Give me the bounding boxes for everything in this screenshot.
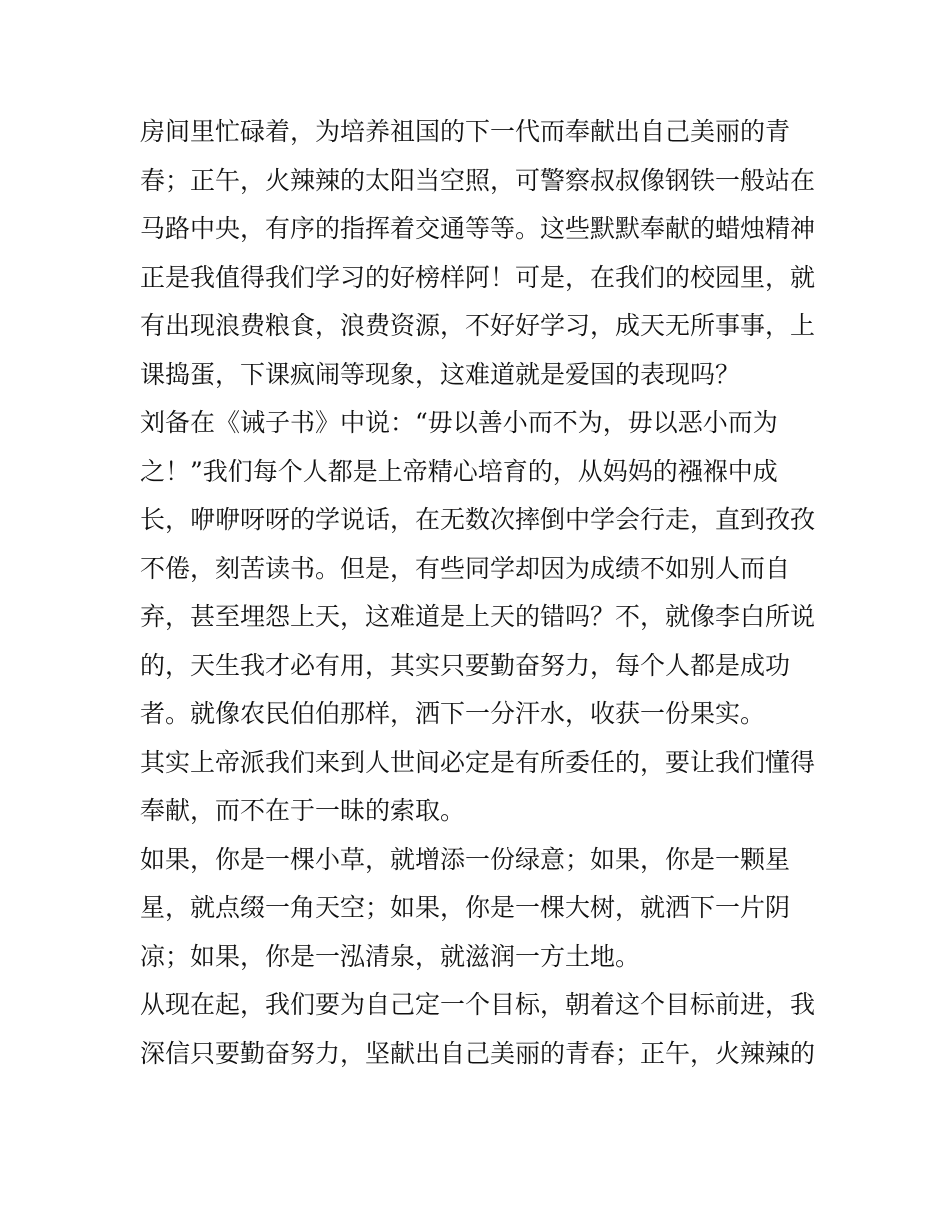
text-line: 春；正午，火辣辣的太阳当空照，可警察叔叔像钢铁一般站在	[140, 165, 816, 195]
text-line: 者。就像农民伯伯那样，洒下一分汗水，收获一份果实。	[140, 699, 766, 728]
text-line: 奉献，而不在于一昧的索取。	[140, 796, 466, 825]
text-line: 从现在起，我们要为自己定一个目标，朝着这个目标前进，我	[140, 990, 816, 1019]
text-line: 星，就点缀一角天空；如果，你是一棵大树，就洒下一片阴	[140, 893, 791, 922]
text-line: 之！”我们每个人都是上帝精心培育的，从妈妈的襁褓中成	[140, 456, 778, 486]
text-line: 弃，甚至埋怨上天，这难道是上天的错吗？不，就像李白所说	[140, 602, 816, 631]
text-line: 房间里忙碌着，为培养祖国的下一代而奉献出自己美丽的青	[140, 117, 791, 146]
text-line: 深信只要勤奋努力，坚献出自己美丽的青春；正午，火辣辣的	[140, 1038, 816, 1068]
text-line: 凉；如果，你是一泓清泉，就滋润一方土地。	[140, 941, 641, 971]
text-line: 课捣蛋，下课疯闹等现象，这难道就是爱国的表现吗？	[140, 359, 741, 389]
text-line: 的，天生我才必有用，其实只要勤奋努力，每个人都是成功	[140, 650, 791, 680]
text-line: 马路中央，有序的指挥着交通等等。这些默默奉献的蜡烛精神	[140, 214, 816, 243]
essay-text	[140, 108, 820, 1078]
text-line: 有出现浪费粮食，浪费资源，不好好学习，成天无所事事，上	[140, 311, 816, 340]
text-line: 如果，你是一棵小草，就增添一份绿意；如果，你是一颗星	[140, 844, 791, 874]
text-line: 长，咿咿呀呀的学说话，在无数次摔倒中学会行走，直到孜孜	[140, 505, 816, 534]
text-line: 不倦，刻苦读书。但是，有些同学却因为成绩不如别人而自	[140, 553, 791, 583]
text-line: 其实上帝派我们来到人世间必定是有所委任的，要让我们懂得	[140, 747, 816, 777]
text-line: 刘备在《诫子书》中说：“毋以善小而不为，毋以恶小而为	[140, 408, 778, 437]
text-line: 正是我值得我们学习的好榜样阿！可是，在我们的校园里，就	[140, 262, 816, 292]
